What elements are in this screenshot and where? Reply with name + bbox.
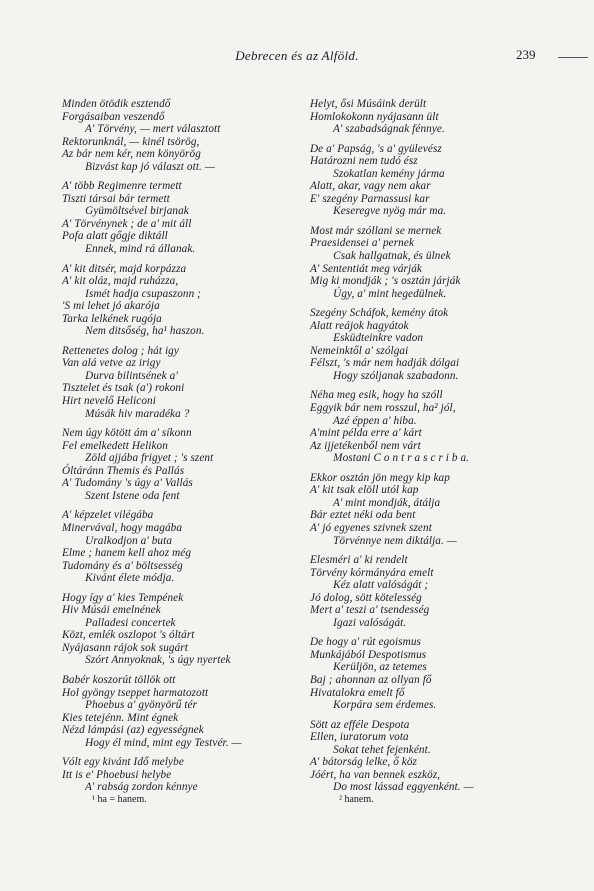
poem-line: Kies tetejénn. Mint égnek: [62, 711, 179, 724]
stanza: [62, 263, 290, 338]
poem-line: A' kit tsak elöll utól kap: [310, 484, 419, 497]
poem-line: Phoebus a' gyönyörű tér: [62, 699, 198, 712]
poem-line: Törvénnye nem diktálja. —: [310, 534, 457, 547]
poem-line: A' mint mondják, átálja: [310, 496, 441, 509]
poem-line: De hogy a' rút egoismus: [310, 636, 421, 649]
poem-line: Hiv Músái emelnének: [62, 604, 161, 617]
poem-line: Fel emelkedett Helikon: [62, 439, 168, 452]
poem-line: Nem úgy kötött ám a' síkonn: [62, 427, 192, 440]
poem-line: Helyt, ősi Músáink derült: [310, 98, 427, 110]
running-header: Debrecen és az Alföld.: [235, 48, 359, 63]
stanza: [310, 98, 540, 136]
poem-line: Do most lássad eggyenként. —: [310, 781, 474, 794]
poem-line: Sött az efféle Despota: [310, 718, 410, 731]
stanza: [310, 307, 540, 382]
poem-line: Tarka lelkének rugója: [62, 312, 162, 325]
poem-line: Nyájasann rájok sok sugárt: [62, 641, 188, 654]
poem-line: Ennek, mind rá állanak.: [62, 243, 196, 256]
stanza: [62, 98, 290, 173]
poem-line: Bizvást kap jó választ ott. —: [62, 160, 215, 173]
poem-line: Közt, emlék oszlopot 's óltárt: [62, 629, 195, 642]
poem-line: Keseregve nyög már ma.: [310, 205, 447, 218]
poem-line: Szegény Scháfok, kemény átok: [310, 307, 449, 320]
poem-line: Bár eztet néki oda bent: [310, 509, 416, 522]
poem-line: A' rabság zordon kénnye: [62, 781, 198, 794]
stanza: [310, 389, 540, 464]
poem-line: Kerüljön, az tetemes: [310, 661, 427, 674]
left-column: [62, 98, 290, 801]
stanza: [62, 509, 290, 584]
poem-line: Gyümöltsével birjanak: [62, 205, 189, 218]
poem-line: Hogy szóljanak szabadonn.: [310, 369, 459, 382]
poem-line: Hol gyöngy tseppet harmatozott: [62, 686, 209, 699]
poem-line: Jóért, ha van bennek eszköz,: [310, 768, 441, 781]
footnote-left: ¹ ha = hanem.: [92, 794, 147, 805]
stanza: [310, 143, 540, 218]
poem-line: Baj ; ahonnan az ollyan fő: [310, 673, 432, 686]
poem-line: A' kit oláz, majd ruházza,: [62, 275, 179, 288]
poem-line: A' Törvénynek ; de a' mit áll: [62, 217, 192, 230]
poem-line: Szokatlan kemény járma: [310, 167, 445, 180]
poem-line: Pofa alatt gőgje diktáll: [62, 230, 168, 243]
poem-line: Alatt reájok hagyátok: [310, 319, 409, 332]
poem-line: A' képzelet vilégába: [62, 509, 154, 522]
poem-line: Eggyik bár nem rosszul, ha² jól,: [310, 402, 456, 415]
poem-line: Korpára sem érdemes.: [310, 699, 437, 712]
stanza: [62, 427, 290, 502]
stanza: [310, 472, 540, 547]
poem-line: Zöld ajjába frigyet ; 's szent: [62, 452, 214, 465]
poem-line: Hogy így a' kies Tempének: [62, 591, 184, 604]
stanza: [62, 756, 290, 794]
poem-line: A' több Regimenre termett: [62, 180, 182, 193]
poem-line: Hivatalokra emelt fő: [310, 686, 405, 699]
poem-line: Kéz alatt valóságát ;: [310, 579, 429, 592]
stanza: [62, 180, 290, 255]
poem-line: Ekkor osztán jön megy kip kap: [310, 471, 450, 484]
poem-line: Elme ; hanem kell ahoz még: [62, 547, 192, 560]
poem-line: Tisztelet és tsak (a') rokoni: [62, 382, 185, 395]
poem-line: Mostani C o n t r a s c r i b a.: [310, 452, 470, 465]
poem-line: A' jó egyenes szivnek szent: [310, 521, 432, 534]
poem-line: Csak hallgatnak, és ülnek: [310, 250, 451, 263]
poem-line: Néha meg esik, hogy ha szóll: [310, 389, 443, 402]
poem-line: Sokat tehet fejenként.: [310, 743, 431, 756]
stanza: [62, 345, 290, 420]
poem-line: Munkájából Despotismus: [310, 648, 427, 661]
poem-line: Határozni nem tudó ész: [310, 155, 418, 168]
poem-line: Tiszti társai bár termett: [62, 192, 170, 205]
stanza: [310, 554, 540, 629]
poem-line: Most már szóllani se mernek: [310, 224, 442, 237]
stanza: [62, 674, 290, 749]
stanza: [310, 636, 540, 711]
poem-line: Nézd lámpási (az) egyességnek: [62, 724, 204, 737]
poem-line: Palladesi concertek: [62, 616, 176, 629]
poem-line: Hogy él mind, mint egy Testvér. —: [62, 736, 242, 749]
poem-line: Az ijjetékenből nem várt: [310, 439, 421, 452]
poem-line: Alatt, akar, vagy nem akar: [310, 180, 431, 193]
poem-line: Rektorunknál, — kinél tsörög,: [62, 135, 200, 148]
poem-line: Vólt egy kivánt Idő melybe: [62, 756, 184, 769]
poem-line: Tudomány és a' böltsesség: [62, 559, 183, 572]
poem-line: Félszt, 's már nem hadják dólgai: [310, 357, 460, 370]
poem-line: Szórt Annyoknak, 's úgy nyertek: [62, 654, 231, 667]
poem-line: Igazi valóságát.: [310, 616, 407, 629]
poem-line: A' Törvény, — mert választott: [62, 123, 221, 136]
poem-line: Van alá vetve az irigy: [62, 357, 161, 370]
stanza: [310, 225, 540, 300]
stanza: [310, 719, 540, 794]
poem-line: Óltáránn Themis és Pallás: [62, 464, 185, 477]
poem-line: Kivánt élete módja.: [62, 572, 175, 585]
poem-line: Nem ditsőség, ha¹ haszon.: [62, 325, 205, 338]
poem-line: Durva bilintsének a': [62, 369, 178, 382]
poem-line: Ismét hadja csupaszonn ;: [62, 287, 201, 300]
poem-line: Azé éppen a' hiba.: [310, 414, 417, 427]
poem-line: Ellen, iuratorum vota: [310, 731, 409, 744]
poem-line: Rettenetes dolog ; hát igy: [62, 344, 179, 357]
poem-line: Esküdteinkre vadon: [310, 332, 424, 345]
poem-line: Jó dolog, sött kötelesség: [310, 591, 422, 604]
poem-line: Szent Istene oda fent: [62, 489, 180, 502]
poem-line: Mig ki mondják ; 's osztán járják: [310, 275, 461, 288]
poem-line: A' Sententiát meg várják: [310, 262, 422, 275]
poem-line: Itt is e' Phoebusi helybe: [62, 768, 172, 781]
poem-line: Uralkodjon a' buta: [62, 534, 173, 547]
poem-line: Nemeinktől a' szólgai: [310, 344, 409, 357]
right-column: [310, 98, 540, 801]
poem-line: Hirt nevelő Heliconi: [62, 395, 156, 408]
poem-line: Minden ötödik esztendő: [62, 98, 171, 110]
poem-line: A' Tudomány 's úgy a' Vallás: [62, 477, 193, 490]
stanza: [62, 592, 290, 667]
page-number: 239: [516, 47, 536, 62]
page-edge-mark: [558, 57, 588, 58]
poem-line: E' szegény Parnassusi kar: [310, 192, 430, 205]
poem-line: Forgásaiban veszendő: [62, 110, 165, 123]
poem-line: Törvény kórmányára emelt: [310, 566, 434, 579]
poem-line: Az bár nem kér, nem könyörög: [62, 148, 201, 161]
poem-line: A' szabadságnak fénnye.: [310, 123, 445, 136]
poem-line: A'mint példa erre a' kárt: [310, 427, 422, 440]
poem-line: A' kit ditsér, majd korpázza: [62, 262, 187, 275]
poem-line: De a' Papság, 's a' gyülevész: [310, 142, 442, 155]
poem-line: Praesidensei a' pernek: [310, 237, 415, 250]
poem-line: A' bátorság lelke, ő köz: [310, 756, 418, 769]
poem-line: 'S mi lehet jó akarója: [62, 300, 160, 313]
poem-line: Mert a' teszi a' tsendesség: [310, 604, 430, 617]
poem-line: Babér koszorút töllök ott: [62, 673, 176, 686]
poem-line: Úgy, a' mint hegedülnek.: [310, 287, 447, 300]
poem-line: Elesméri a' ki rendelt: [310, 554, 408, 567]
poem-line: Homlokokonn nyájasann ült: [310, 110, 439, 123]
poem-line: Músák hiv maradéka ?: [62, 407, 190, 420]
poem-line: Minervával, hogy magába: [62, 521, 183, 534]
footnote-right: ² hanem.: [339, 794, 374, 805]
